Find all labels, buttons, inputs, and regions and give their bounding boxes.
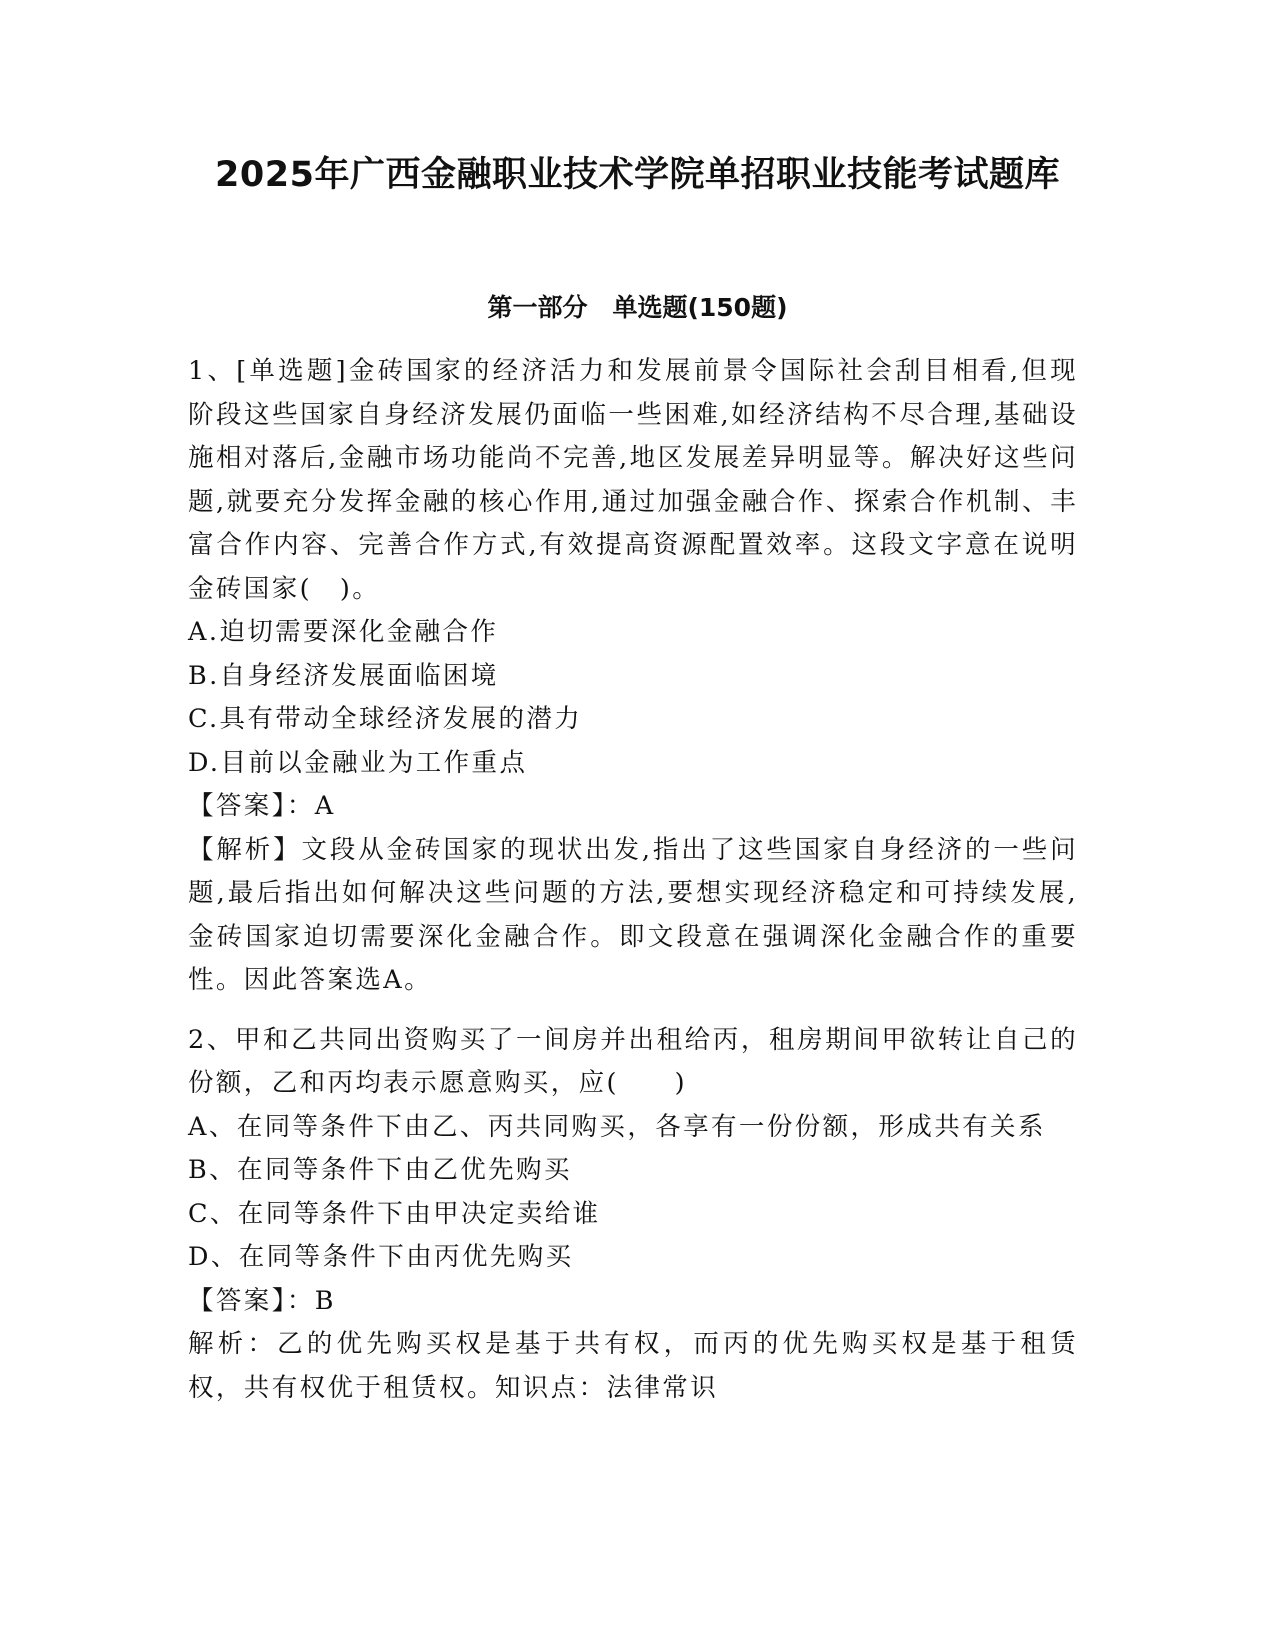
- option-b: B.自身经济发展面临困境: [188, 660, 499, 691]
- answer-line: [188, 785, 1078, 829]
- option-c: C、在同等条件下由甲决定卖给谁: [188, 1198, 601, 1229]
- option-a: A.迫切需要深化金融合作: [188, 617, 499, 647]
- analysis-text: 【解析】文段从金砖国家的现状出发,指出了这些国家自身经济的一些问题,最后指出如何解决这些问题的方法,要想实现经济稳定和可持续发展,金砖国家迫切需要深化金融合作。即文段意在强调深化金融合作的重要性。因此答案选A。: [188, 834, 1078, 995]
- answer-line: [188, 1280, 1078, 1324]
- option-d: D.目前以金融业为工作重点: [188, 747, 528, 778]
- document-title: 2025年广西金融职业技术学院单招职业技能考试题库: [215, 155, 1060, 195]
- analysis-text: 解析：乙的优先购买权是基于共有权，而丙的优先购买权是基于租赁权，共有权优于租赁权。知识点：法律常识: [188, 1329, 1078, 1403]
- answer-label: 【答案】：: [188, 1285, 315, 1316]
- answer-value: A: [314, 791, 336, 821]
- section-title: 第一部分 单选题(150题): [487, 293, 788, 322]
- question-stem: 1、[单选题]金砖国家的经济活力和发展前景令国际社会刮目相看,但现阶段这些国家自身经济发展仍面临一些困难,如经济结构不尽合理,基础设施相对落后,金融市场功能尚不完善,地区发展差异明显等。解决好这些问题,就要充分发挥金融的核心作用,通过加强金融合作、探索合作机制、丰富合作内容、完善合作方式,有效提高资源配置效率。这段文字意在说明金砖国家( )。: [188, 356, 1078, 604]
- option-a: A、在同等条件下由乙、丙共同购买，各享有一份份额，形成共有关系: [188, 1111, 1046, 1142]
- answer-value: B: [314, 1285, 336, 1316]
- question-list: [188, 350, 1078, 1410]
- option-b: B、在同等条件下由乙优先购买: [188, 1155, 572, 1185]
- question-stem: 2、甲和乙共同出资购买了一间房并出租给丙，租房期间甲欲转让自己的份额，乙和丙均表示愿意购买，应( ): [188, 1024, 1078, 1098]
- option-d: D、在同等条件下由丙优先购买: [188, 1242, 574, 1272]
- question-1: [188, 350, 1078, 1003]
- option-c: C.具有带动全球经济发展的潜力: [188, 704, 583, 734]
- answer-label: 【答案】：: [188, 791, 315, 821]
- question-2: [188, 1019, 1078, 1411]
